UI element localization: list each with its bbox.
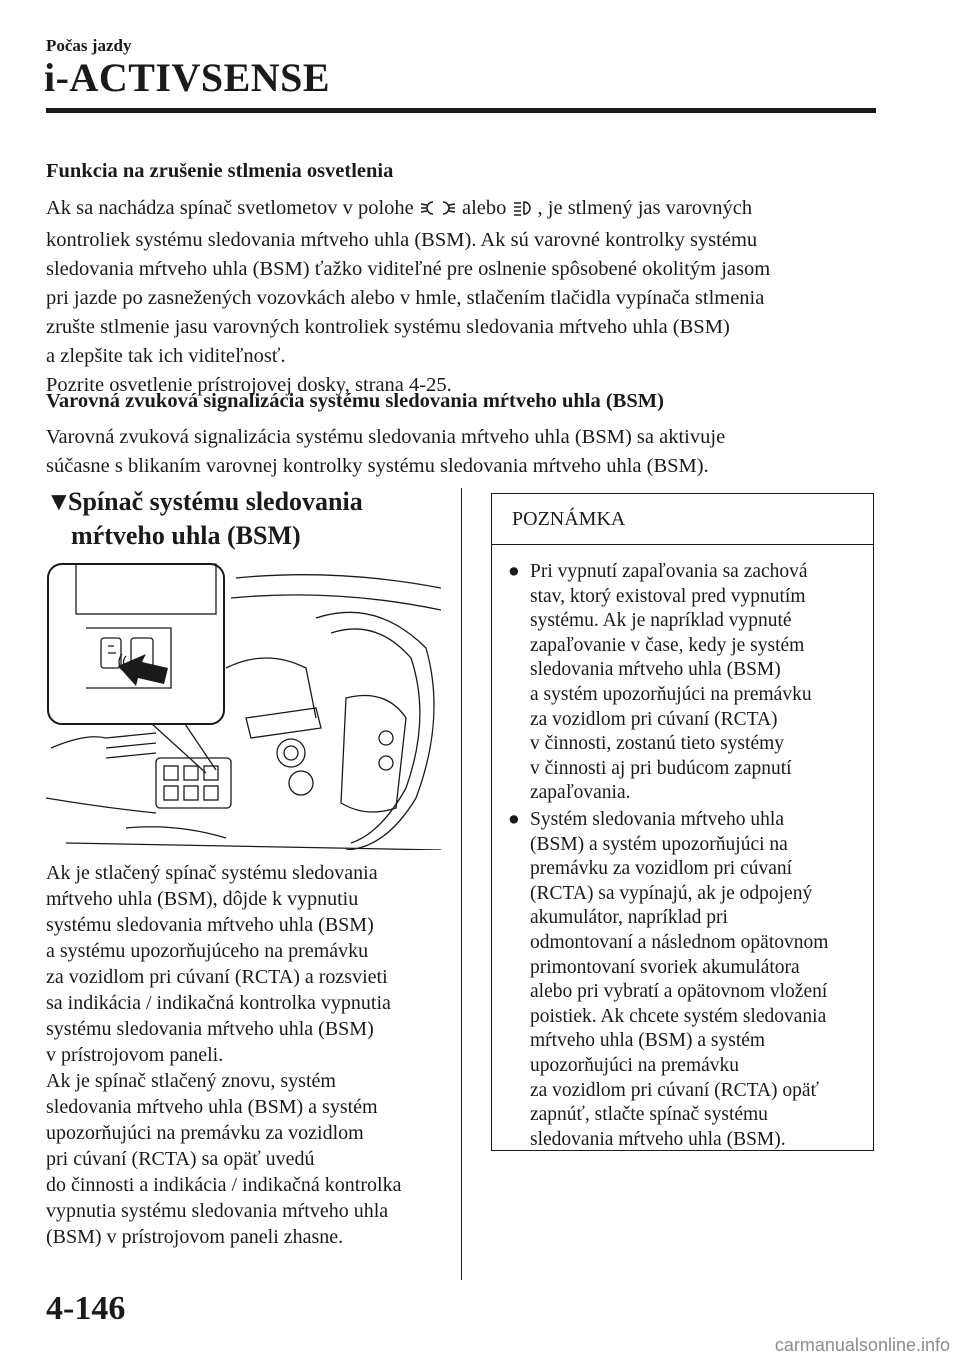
watermark: carmanualsonline.info — [774, 1335, 950, 1355]
note-title: POZNÁMKA — [492, 494, 873, 545]
switch-section-heading: ▼Spínač systému sledovania mŕtveho uhla (BSM) — [46, 487, 363, 550]
column-divider — [461, 488, 462, 1280]
sound-text: Varovná zvuková signalizácia systému sledovania mŕtveho uhla (BSM) sa aktivuje súčasne s blikaním varovnej kontrolky systému sledovania mŕtveho uhla (BSM). — [46, 426, 726, 477]
title-rule — [46, 108, 876, 113]
switch-description-2: Ak je spínač stlačený znovu, systém sledovania mŕtveho uhla (BSM) a systém upozorňujúci na premávku za vozidlom pri cúvaní (RCTA) sa opäť uvedú do činnosti a indikácia / indikačná kontrolka vypnutia systému sledovania mŕtveho uhla (BSM) v prístrojovom paneli zhasne. — [46, 1070, 402, 1248]
section-marker-icon: ▼ — [46, 487, 72, 516]
page-title: i-ACTIVSENSE — [44, 55, 331, 100]
note-item — [508, 560, 863, 806]
note-item-text: Pri vypnutí zapaľovania sa zachová stav, ktorý existoval pred vypnutím systému. Ak je napríklad vypnuté zapaľovanie v čase, kedy je systém sledovania mŕtveho uhla (BSM) a systém upozorňujúci na premávku za vozidlom pri cúvaní (RCTA) v činnosti, zostanú tieto systémy v činnosti aj pri budúcom zapnutí zapaľovania. — [530, 561, 812, 804]
dimming-heading: Funkcia na zrušenie stlmenia osvetlenia — [46, 160, 394, 182]
dimming-body: kontroliek systému sledovania mŕtveho uhla (BSM). Ak sú varovné kontrolky systému sledovania mŕtveho uhla (BSM) ťažko viditeľné pre oslnenie spôsobené okolitým jasom pri jazde po zasnežených vozovkách alebo v hmle, stlačením tlačidla vypínača stlmenia zrušte stlmenie jasu varovných kontroliek systému sledovania mŕtveho uhla (BSM) a zlepšite tak ich viditeľnosť. Pozrite osvetlenie prístrojovej dosky, strana 4-25. — [46, 229, 771, 396]
bullet-icon: ● — [508, 809, 520, 830]
note-box — [491, 493, 874, 1151]
note-item-text: Systém sledovania mŕtveho uhla (BSM) a systém upozorňujúci na premávku za vozidlom pri cúvaní (RCTA) sa vypínajú, ak je odpojený akumulátor, napríklad pri odmontovaní a následnom opätovnom primontovaní svoriek akumulátora alebo pri vybratí a opätovnom vložení poistiek. Ak chcete systém sledovania mŕtveho uhla (BSM) a systém upozorňujúci na premávku za vozidlom pri cúvaní (RCTA) opäť zapnúť, stlačte spínač systému sledovania mŕtveho uhla (BSM). — [530, 809, 829, 1150]
note-item — [508, 808, 863, 1152]
parking-lights-icon — [419, 197, 457, 226]
bsm-switch-illustration — [46, 558, 441, 850]
headlight-icon — [512, 197, 538, 226]
page-number: 4-146 — [46, 1290, 126, 1327]
bullet-icon: ● — [508, 561, 520, 582]
breadcrumb: Počas jazdy — [46, 36, 132, 55]
switch-description-1: Ak je stlačený spínač systému sledovania mŕtveho uhla (BSM), dôjde k vypnutiu systému sledovania mŕtveho uhla (BSM) a systému upozorňujúceho na premávku za vozidlom pri cúvaní (RCTA) a rozsvieti sa indikácia / indikačná kontrolka vypnutia systému sledovania mŕtveho uhla (BSM) v prístrojovom paneli. — [46, 862, 391, 1066]
sound-heading: Varovná zvuková signalizácia systému sledovania mŕtveho uhla (BSM) — [46, 390, 664, 412]
dimming-text — [46, 194, 876, 400]
dimming-first-line: Ak sa nachádza spínač svetlometov v polohe alebo , je stlmený jas varovných — [46, 194, 876, 226]
